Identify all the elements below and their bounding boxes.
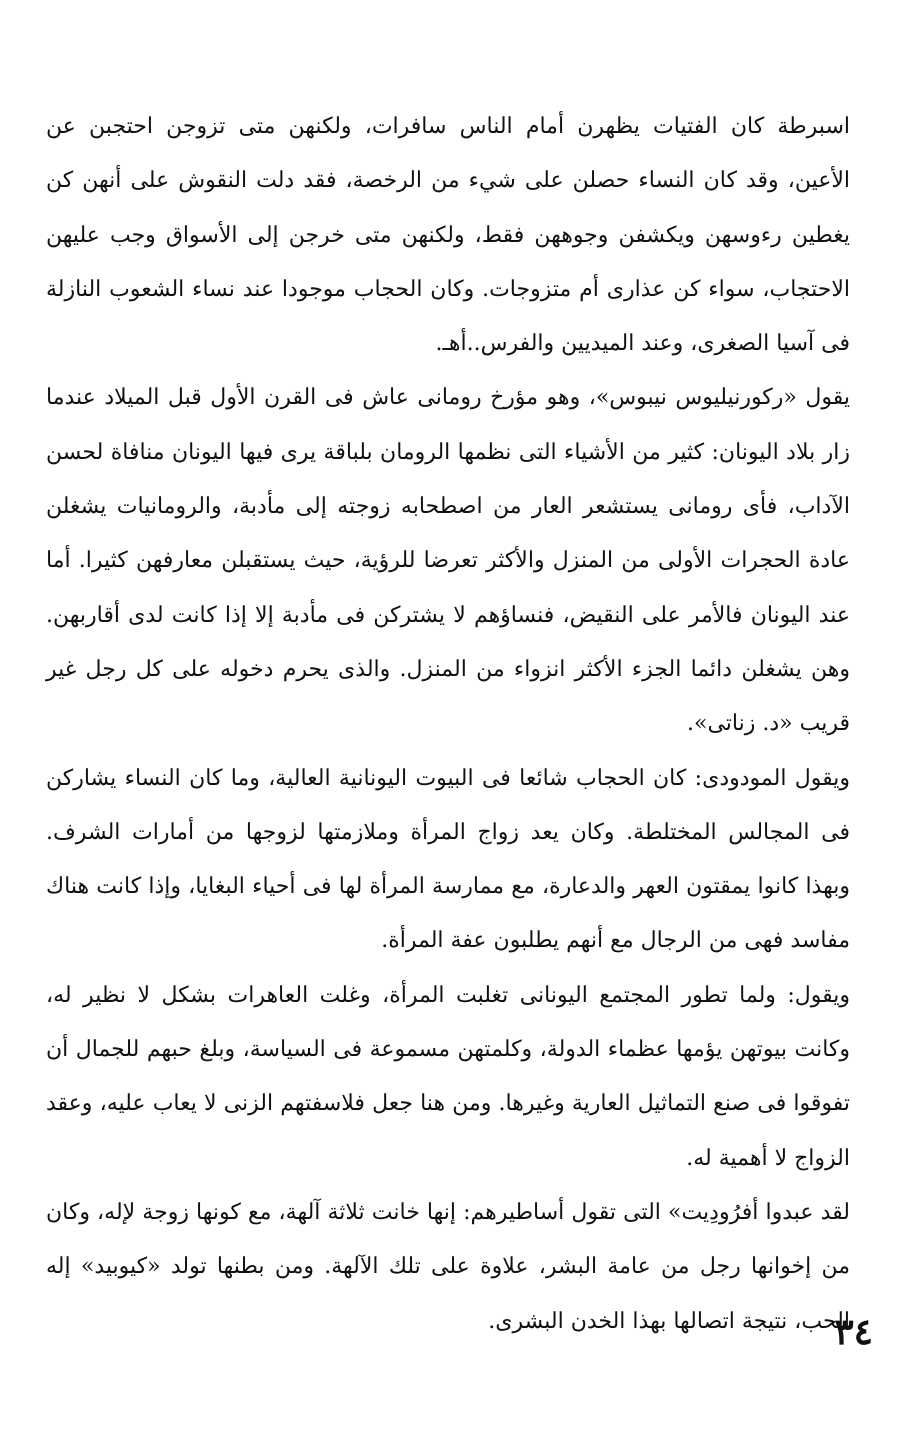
- paragraph-1: اسبرطة كان الفتيات يظهرن أمام الناس سافرات، ولكنهن متى تزوجن احتجبن عن الأعين، وقد كان النساء حصلن على شيء من الرخصة، فقد دلت النقوش على أنهن كن يغطين رءوسهن ويكشفن وجوههن فقط، ولكنهن متى خرجن إلى الأسواق وجب عليهن الاحتجاب، سواء كن عذارى أم متزوجات. وكان الحجاب موجودا عند نساء الشعوب النازلة فى آسيا الصغرى، وعند الميديين والفرس..أهـ.: [46, 114, 850, 357]
- page-number: ٣٤: [834, 1311, 873, 1353]
- paragraph-5: لقد عبدوا أفرُودِيت» التى تقول أساطيرهم: إنها خانت ثلاثة آلهة، مع كونها زوجة لإله، وكان من إخوانها رجل من عامة البشر، علاوة على تلك الآلهة. ومن بطنها تولد «كيوبيد» إله الحب، نتيجة اتصالها بهذا الخدن البشرى.: [46, 1199, 850, 1334]
- paragraph-4: ويقول: ولما تطور المجتمع اليونانى تغلبت المرأة، وغلت العاهرات بشكل لا نظير له، وكانت بيوتهن يؤمها عظماء الدولة، وكلمتهن مسموعة فى السياسة، وبلغ حبهم للجمال أن تفوقوا فى صنع التماثيل العارية وغيرها. ومن هنا جعل فلاسفتهم الزنى لا يعاب عليه، وعقد الزواج لا أهمية له.: [46, 982, 850, 1171]
- body-text: [46, 100, 850, 1349]
- paragraph-3: ويقول المودودى: كان الحجاب شائعا فى البيوت اليونانية العالية، وما كان النساء يشاركن فى المجالس المختلطة. وكان يعد زواج المرأة وملازمتها لزوجها من أمارات الشرف. وبهذا كانوا يمقتون العهر والدعارة، مع ممارسة المرأة لها فى أحياء البغايا، وإذا كانت هناك مفاسد فهى من الرجال مع أنهم يطلبون عفة المرأة.: [46, 765, 850, 954]
- paragraph-2: يقول «ركورنيليوس نيبوس»، وهو مؤرخ رومانى عاش فى القرن الأول قبل الميلاد عندما زار بلاد اليونان: كثير من الأشياء التى نظمها الرومان بلباقة يرى فيها اليونان منافاة لحسن الآداب، فأى رومانى يستشعر العار من اصطحابه زوجته إلى مأدبة، والرومانيات يشغلن عادة الحجرات الأولى من المنزل والأكثر تعرضا للرؤية، حيث يستقبلن معارفهن كثيرا. أما عند اليونان فالأمر على النقيض، فنساؤهم لا يشتركن فى مأدبة إلا إذا كانت لدى أقاربهن. وهن يشغلن دائما الجزء الأكثر انزواء من المنزل. والذى يحرم دخوله على كل رجل غير قريب «د. زناتى».: [46, 385, 850, 737]
